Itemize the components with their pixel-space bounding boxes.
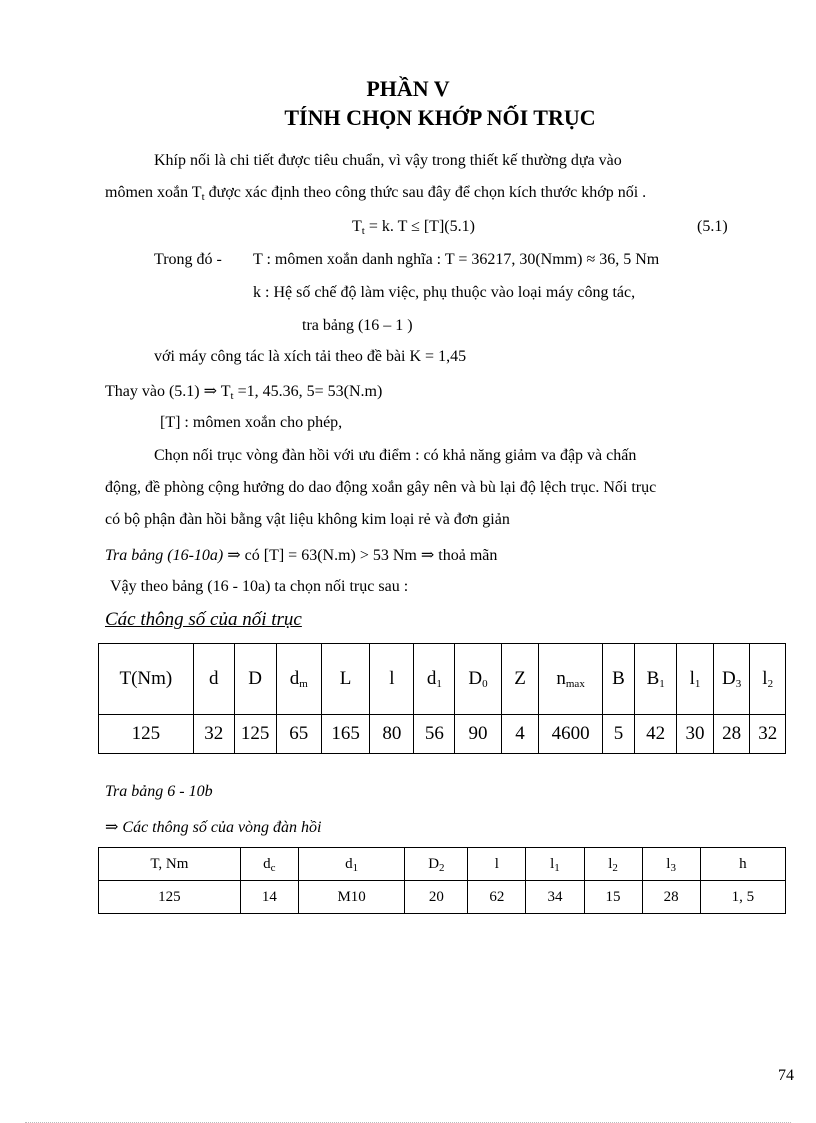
header-label: D	[721, 668, 736, 689]
header-label: l	[608, 855, 613, 872]
table-cell: 62	[468, 881, 526, 914]
table-cell: 125	[99, 881, 241, 914]
header-cell	[414, 644, 455, 715]
where-k-table: tra bảng (16 – 1 )	[302, 317, 413, 334]
formula-number: (5.1)	[697, 218, 728, 235]
table-cell: 125	[234, 715, 276, 754]
header-subscript: 1	[554, 861, 560, 874]
header-cell	[539, 644, 603, 715]
table-header-row	[99, 644, 786, 715]
table-ref-6-10b: Tra bảng 6 - 10b	[105, 783, 213, 800]
table-cell: M10	[298, 881, 405, 914]
header-cell	[298, 848, 405, 881]
table-row	[99, 715, 786, 754]
paragraph-1b: mômen xoắn $T_t$ được xác định theo công thức sau đây để chọn kích thước khớp nối .	[105, 184, 647, 203]
header-subscript: 2	[612, 861, 618, 874]
ring-params-table	[98, 847, 786, 914]
params-title: Các thông số của nối trục	[105, 609, 302, 630]
table-cell: 42	[635, 715, 677, 754]
paragraph-1a: Khíp nối là chi tiết được tiêu chuẩn, vì vậy trong thiết kế thường dựa vào	[154, 152, 622, 169]
header-subscript: m	[299, 678, 308, 690]
where-label: Trong đó -	[154, 251, 222, 268]
header-subscript: 0	[482, 678, 488, 690]
header-cell	[405, 848, 468, 881]
table-cell: 65	[276, 715, 321, 754]
header-cell	[677, 644, 714, 715]
substitution: Thay vào (5.1) ⇒ $T_t =1$, 45.36, 5= 53(N.m)	[105, 383, 383, 402]
where-k: k : Hệ số chế độ làm việc, phụ thuộc vào loại máy công tác,	[253, 284, 636, 301]
header-label: T(Nm)	[119, 668, 173, 689]
k-value: với máy công tác là xích tải theo đề bài K = 1,45	[154, 348, 467, 365]
header-label: L	[339, 668, 352, 689]
selection-line: Vậy theo bảng (16 - 10a) ta chọn nối trục sau :	[110, 578, 409, 595]
header-label: T, Nm	[150, 855, 189, 872]
header-label: d	[345, 855, 353, 872]
header-cell	[584, 848, 642, 881]
table-cell: 5	[602, 715, 634, 754]
header-subscript: 3	[735, 678, 742, 690]
check-line: Tra bảng (16-10a) ⇒ có [T] = 63(N.m) > 53 Nm ⇒ thoả mãn	[105, 547, 498, 564]
table-cell: 14	[240, 881, 298, 914]
header-cell	[99, 848, 241, 881]
header-label: h	[739, 855, 747, 872]
choose-line-1: Chọn nối trục vòng đàn hồi với ưu điểm : có khả năng giảm va đập và chấn	[154, 447, 637, 464]
chapter-title: TÍNH CHỌN KHỚP NỐI TRỤC	[284, 105, 596, 130]
page-number: 74	[778, 1067, 794, 1084]
header-cell	[321, 644, 369, 715]
header-label: Z	[514, 668, 526, 689]
table-cell: 32	[193, 715, 234, 754]
header-label: B	[646, 668, 660, 689]
header-cell	[240, 848, 298, 881]
header-cell	[455, 644, 501, 715]
header-label: D	[248, 668, 263, 689]
table-cell: 28	[713, 715, 750, 754]
header-subscript: 1	[436, 678, 442, 690]
table-cell: 34	[526, 881, 584, 914]
header-subscript: 1	[352, 861, 359, 874]
header-cell	[642, 848, 700, 881]
coupling-params-table	[98, 643, 786, 754]
table-cell: 20	[405, 881, 468, 914]
header-cell	[468, 848, 526, 881]
header-label: l	[550, 855, 555, 872]
header-label: B	[612, 668, 625, 689]
header-cell	[602, 644, 634, 715]
header-subscript: 2	[767, 678, 774, 690]
header-cell	[635, 644, 677, 715]
table-header-row	[99, 848, 786, 881]
table-cell: 165	[321, 715, 369, 754]
header-cell	[750, 644, 786, 715]
table-cell: 4600	[539, 715, 603, 754]
header-cell	[193, 644, 234, 715]
allowable-torque: [T] : mômen xoắn cho phép,	[160, 414, 343, 431]
table-cell: 80	[370, 715, 414, 754]
header-subscript: max	[565, 678, 585, 690]
header-cell	[713, 644, 750, 715]
header-label: l	[689, 668, 695, 689]
table-cell: 1, 5	[700, 881, 785, 914]
table-cell: 90	[455, 715, 501, 754]
header-label: d	[426, 668, 437, 689]
choose-line-3: có bộ phận đàn hồi bằng vật liệu không kim loại rẻ và đơn giản	[105, 511, 510, 528]
header-label: d	[208, 668, 219, 689]
header-cell	[700, 848, 785, 881]
where-T: T : mômen xoắn danh nghĩa : T = 36217, 30(Nmm) ≈ 36, 5 Nm	[253, 251, 660, 268]
table-row	[99, 881, 786, 914]
table-cell: 56	[414, 715, 455, 754]
header-label: l	[762, 668, 768, 689]
header-label: l	[494, 855, 499, 872]
table-cell: 30	[677, 715, 714, 754]
header-subscript: 1	[694, 678, 701, 690]
part-heading: PHẦN V	[366, 76, 450, 101]
header-label: l	[666, 855, 671, 872]
table-cell: 28	[642, 881, 700, 914]
header-cell	[99, 644, 194, 715]
table-cell: 4	[501, 715, 539, 754]
header-label: D	[428, 855, 440, 872]
header-cell	[276, 644, 321, 715]
header-subscript: 2	[439, 861, 445, 874]
header-cell	[526, 848, 584, 881]
choose-line-2: động, đề phòng cộng hưởng do dao động xoắn gây nên và bù lại độ lệch trục. Nối trục	[105, 479, 657, 496]
table-cell: 15	[584, 881, 642, 914]
table-cell: 32	[750, 715, 786, 754]
header-subscript: c	[270, 861, 276, 874]
header-label: d	[263, 855, 271, 872]
header-label: D	[468, 668, 483, 689]
header-cell	[234, 644, 276, 715]
formula: $T_t = k$. T ≤ [T](5.1)	[352, 218, 475, 237]
header-subscript: 1	[659, 678, 665, 690]
header-label: n	[556, 668, 566, 689]
header-label: d	[289, 668, 300, 689]
ring-params-title: ⇒ Các thông số của vòng đàn hồi	[105, 819, 322, 836]
header-cell	[370, 644, 414, 715]
table-cell: 125	[99, 715, 194, 754]
header-cell	[501, 644, 539, 715]
header-label: l	[389, 668, 395, 689]
header-subscript: 3	[670, 861, 676, 874]
